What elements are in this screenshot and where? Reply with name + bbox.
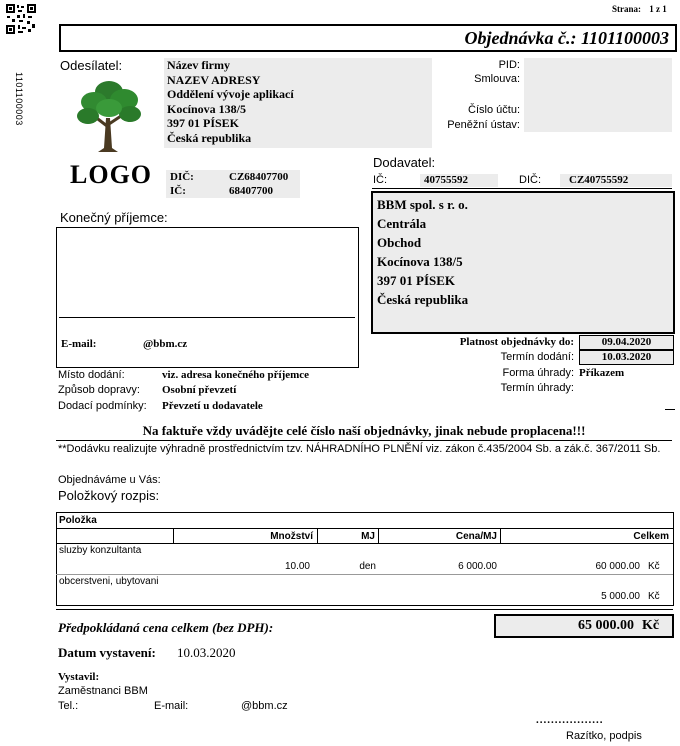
- notice-divider: [56, 440, 672, 441]
- col-sep: [500, 529, 501, 543]
- sum-label: Předpokládaná cena celkem (bez DPH):: [58, 620, 274, 635]
- col-sep: [317, 529, 318, 543]
- issuer-label: Vystavil:: [58, 671, 100, 683]
- forma-label: Forma úhrady:: [502, 367, 574, 379]
- sender-line: Česká republika: [167, 130, 252, 145]
- supplier-line: BBM spol. s r. o.: [377, 197, 468, 212]
- sender-label: Odesílatel:: [60, 58, 123, 73]
- recipient-email: @bbm.cz: [143, 338, 188, 350]
- platnost-value: 09.04.2020: [579, 335, 674, 350]
- row1-total: 60 000.00: [595, 561, 640, 572]
- sender-address: [167, 58, 294, 146]
- issuer-email-label: E-mail:: [154, 700, 189, 712]
- row1-unit: den: [359, 561, 376, 572]
- recipient-label: Konečný příjemce:: [60, 210, 168, 225]
- supplier-address: [377, 195, 468, 309]
- issuer-email: @bbm.cz: [241, 700, 288, 712]
- recipient-box: [56, 227, 359, 368]
- recipient-email-label: E-mail:: [61, 338, 97, 350]
- supplier-line: Česká republika: [377, 292, 469, 307]
- supplier-dic-label: DIČ:: [519, 174, 541, 186]
- qr-code-icon: [6, 4, 36, 34]
- col-mj: MJ: [361, 531, 375, 542]
- podminky-value: Převzetí u dodavatele: [162, 400, 263, 412]
- supplier-box: [371, 191, 675, 334]
- supplier-label: Dodavatel:: [373, 155, 436, 170]
- supplier-line: Kocínova 138/5: [377, 254, 463, 269]
- issuer-tel-label: Tel.:: [58, 700, 79, 712]
- supplier-divider: [372, 188, 672, 189]
- pid-label: PID:: [498, 59, 520, 71]
- sender-line: Kocínova 138/5: [167, 101, 247, 116]
- col-cena: Cena/MJ: [455, 531, 497, 542]
- issuer-name: Zaměstnanci BBM: [58, 685, 148, 697]
- col-celkem: Celkem: [633, 531, 669, 542]
- supplier-line: Obchod: [377, 235, 422, 250]
- title-box: [59, 24, 677, 52]
- ustav-label: Peněžní ústav:: [447, 119, 520, 131]
- sum-value: 65 000.00: [578, 618, 634, 633]
- meta-bg: [524, 58, 672, 132]
- sender-ic-label: IČ:: [170, 185, 186, 197]
- supplier-ic-label: IČ:: [373, 174, 388, 186]
- sender-line: 397 01 PÍSEK: [167, 116, 240, 131]
- dash-mark: [665, 409, 675, 410]
- notice-text: Na faktuře vždy uvádějte celé číslo naší objednávky, jinak nebude proplacena!!!: [142, 423, 586, 438]
- table-row-divider: [56, 543, 673, 544]
- sum-divider: [56, 609, 673, 610]
- platnost-label: Platnost objednávky do:: [459, 336, 574, 348]
- issued-label: Datum vystavení:: [58, 645, 156, 660]
- table-header-divider: [56, 528, 673, 529]
- recipient-divider: [59, 317, 355, 318]
- page-value: 1 z 1: [649, 4, 667, 14]
- row2-cur: Kč: [648, 591, 660, 602]
- row1-price: 6 000.00: [458, 561, 497, 572]
- col-sep: [378, 529, 379, 543]
- ucet-label: Číslo účtu:: [468, 104, 520, 116]
- logo-text: LOGO: [70, 160, 153, 189]
- col-sep: [173, 529, 174, 543]
- podminky-label: Dodací podmínky:: [58, 400, 147, 412]
- stamp-label: Razítko, podpis: [566, 730, 642, 742]
- supplier-line: Centrála: [377, 216, 427, 231]
- termin-uhrady-label: Termín úhrady:: [500, 382, 574, 394]
- stamp-dots: ..................: [536, 714, 604, 726]
- doc-code-vertical: 1101100003: [14, 72, 24, 126]
- row2-total: 5 000.00: [601, 591, 640, 602]
- zpusob-label: Způsob dopravy:: [58, 384, 140, 396]
- forma-value: Příkazem: [579, 367, 625, 379]
- sender-dic: CZ68407700: [229, 171, 289, 183]
- col-polozka: Položka: [59, 515, 97, 526]
- termin-value: 10.03.2020: [579, 350, 674, 365]
- sender-line: Oddělení vývoje aplikací: [167, 87, 294, 102]
- sender-ic: 68407700: [229, 185, 273, 197]
- note-text: **Dodávku realizujte výhradně prostřednictvím tzv. NÁHRADNÍHO PLNĚNÍ viz. zákon č.435/2004 Sb. a zák.č. 367/2011 Sb.: [58, 443, 661, 455]
- row-divider: [56, 574, 673, 575]
- misto-label: Místo dodání:: [58, 369, 125, 381]
- row1-cur: Kč: [648, 561, 660, 572]
- supplier-dic: CZ40755592: [569, 174, 629, 186]
- items-label: Položkový rozpis:: [58, 488, 160, 503]
- supplier-ic: 40755592: [424, 174, 468, 186]
- row2-name: obcerstveni, ubytovani: [59, 576, 159, 587]
- sum-box: [494, 614, 674, 638]
- ordering-label: Objednáváme u Vás:: [58, 474, 161, 486]
- sender-dic-label: DIČ:: [170, 171, 194, 183]
- sum-cur: Kč: [642, 618, 660, 633]
- termin-label: Termín dodání:: [500, 351, 574, 363]
- zpusob-value: Osobní převzetí: [162, 384, 237, 396]
- sender-line: NAZEV ADRESY: [167, 72, 261, 87]
- order-title: Objednávka č.: 1101100003: [464, 28, 669, 48]
- supplier-line: 397 01 PÍSEK: [377, 273, 456, 288]
- page-label: Strana:: [612, 4, 641, 14]
- smlouva-label: Smlouva:: [474, 73, 520, 85]
- sender-line: Název firmy: [167, 58, 230, 72]
- issued-date: 10.03.2020: [177, 645, 236, 660]
- tree-logo-icon: [76, 78, 142, 154]
- page-number: [612, 4, 667, 14]
- col-mnozstvi: Množství: [270, 531, 313, 542]
- row1-name: sluzby konzultanta: [59, 545, 142, 556]
- misto-value: viz. adresa konečného příjemce: [162, 369, 310, 381]
- row1-qty: 10.00: [284, 561, 310, 572]
